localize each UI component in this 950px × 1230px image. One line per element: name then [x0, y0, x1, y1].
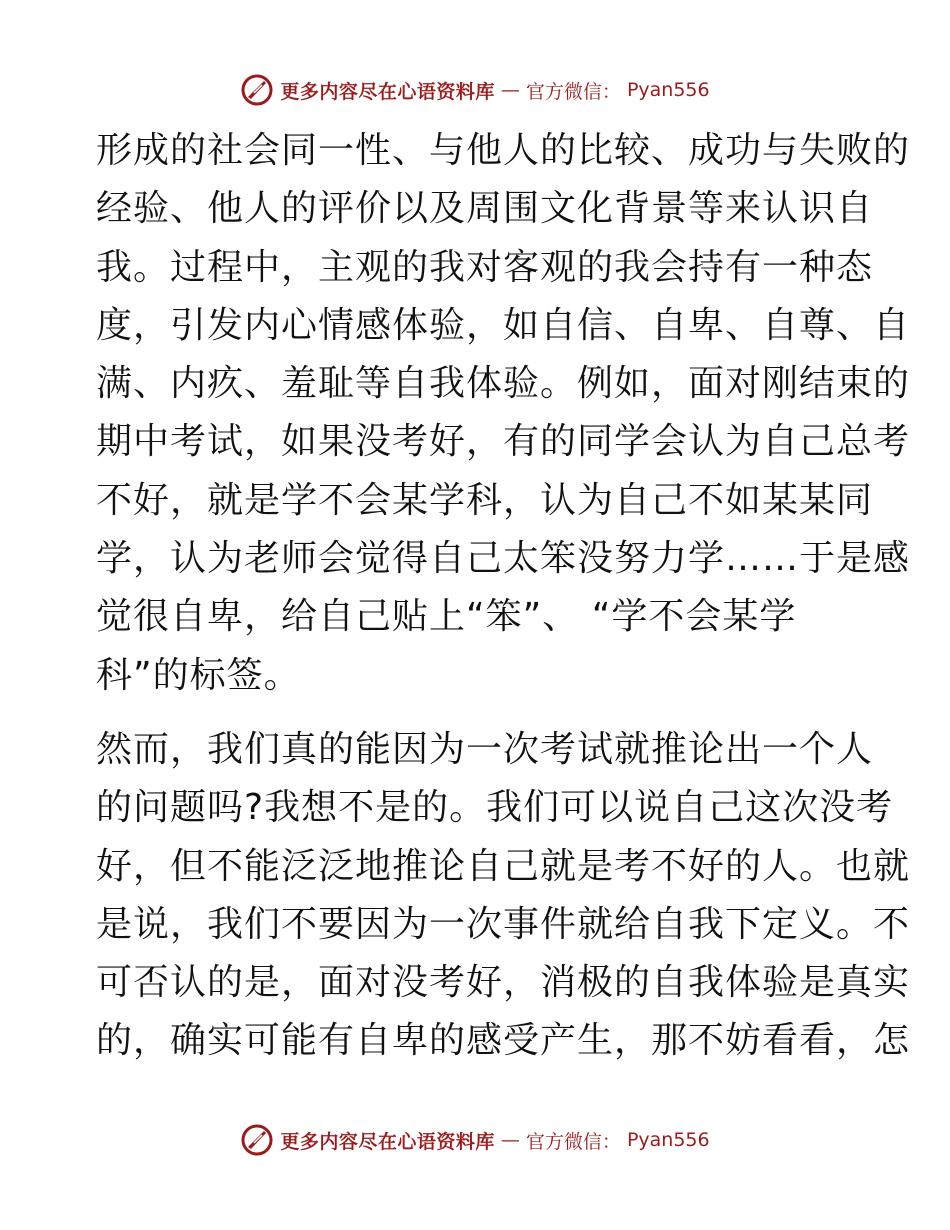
- text-line: 度，引发内心情感体验，如自信、自卑、自尊、自: [96, 304, 911, 346]
- quill-logo-icon: [240, 1123, 274, 1157]
- text-line: 觉很自卑，给自己贴上“笨”、 “学不会某学: [96, 596, 797, 638]
- text-line: 可否认的是，面对没考好，消极的自我体验是真实: [96, 962, 911, 1004]
- text-line: 的，确实可能有自卑的感受产生，那不妨看看，怎: [96, 1020, 911, 1062]
- text-line: 经验、他人的评价以及周围文化背景等来认识自: [96, 188, 874, 230]
- footer-banner: [0, 1122, 950, 1158]
- text-line: 科”的标签。: [96, 654, 301, 696]
- text-line: 形成的社会同一性、与他人的比较、成功与失败的: [96, 130, 911, 171]
- header-contact-label: 官方微信：: [525, 80, 621, 103]
- text-line: 学，认为老师会觉得自己太笨没努力学……于是感: [96, 538, 911, 580]
- text-line: 是说，我们不要因为一次事件就给自我下定义。不: [96, 903, 911, 945]
- footer-site-name: 更多内容尽在心语资料库: [280, 1130, 495, 1153]
- text-line: 不好，就是学不会某学科，认为自己不如某某同: [96, 479, 874, 521]
- footer-separator: —: [500, 1129, 520, 1151]
- text-line: 然而，我们真的能因为一次考试就推论出一个人: [96, 728, 874, 770]
- header-site-name: 更多内容尽在心语资料库: [280, 80, 495, 103]
- header-banner: [0, 72, 950, 108]
- text-line: 我。过程中，主观的我对客观的我会持有一种态: [96, 246, 874, 288]
- text-line: 满、内疚、羞耻等自我体验。例如，面对刚结束的: [96, 363, 911, 405]
- header-separator: —: [500, 79, 520, 101]
- footer-contact-id: Pyan556: [626, 1129, 710, 1151]
- document-body: [96, 122, 911, 1071]
- paragraph-2: [96, 721, 911, 1071]
- text-line: 好，但不能泛泛地推论自己就是考不好的人。也就: [96, 845, 911, 887]
- text-line: 的问题吗?我想不是的。我们可以说自己这次没考: [96, 787, 894, 829]
- paragraph-1: [96, 122, 911, 705]
- quill-logo-icon: [240, 73, 274, 107]
- footer-contact-label: 官方微信：: [525, 1130, 621, 1153]
- header-contact-id: Pyan556: [626, 79, 710, 101]
- text-line: 期中考试，如果没考好，有的同学会认为自己总考: [96, 421, 911, 463]
